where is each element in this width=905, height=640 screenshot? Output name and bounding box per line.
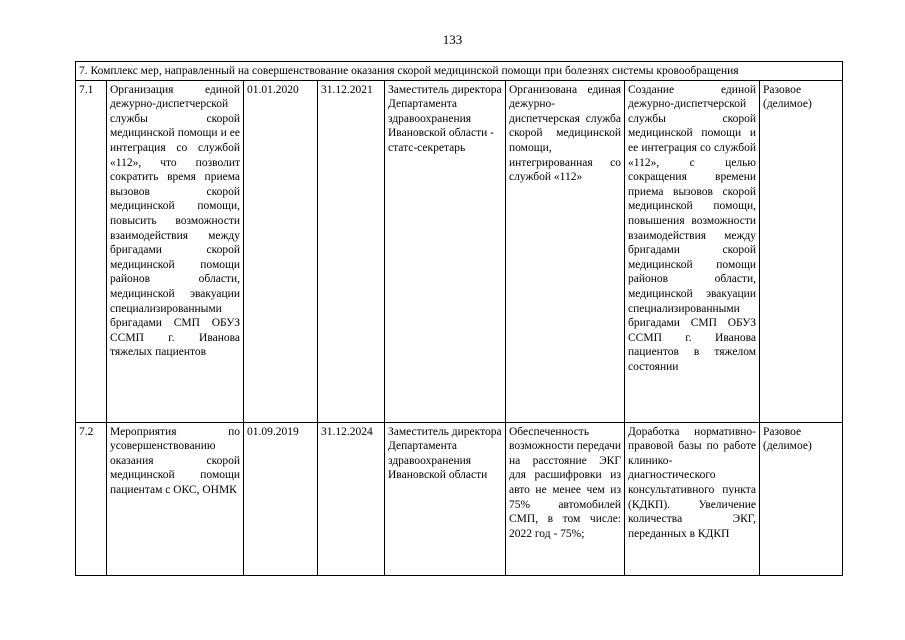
start-date-text: 01.09.2019 bbox=[247, 425, 299, 438]
start-date: 01.01.2020 bbox=[244, 80, 318, 422]
page-number: 133 bbox=[442, 32, 463, 47]
end-date: 31.12.2021 bbox=[318, 80, 385, 422]
expected-result bbox=[625, 422, 760, 575]
measure-name: Организация единой дежурно-диспетчерской службы скорой медицинской помощи и ее интеграция со службой «112», что позволит сократить время приема вызовов скорой медицинской помощи, повысить возможности взаимодействия между бригадами скорой медицинской помощи районов области, медицинской эвакуации специализированными бригадами СМП ОБУЗ ССМП г. Иванова тяжелых пациентов bbox=[107, 80, 244, 422]
indicator bbox=[506, 422, 625, 575]
indicator: Организована единая дежурно-диспетчерская служба скорой медицинской помощи, интегрированная со службой «112» bbox=[506, 80, 625, 422]
expected-result: Создание единой дежурно-диспетчерской службы скорой медицинской помощи и ее интеграция со службой «112», с целью сокращения времени приема вызовов скорой медицинской помощи, повышения возможности взаимодействия между бригадами скорой медицинской помощи районов области, медицинской эвакуации специализированными бригадами СМП ОБУЗ ССМП г. Иванова пациентов в тяжелом состоянии bbox=[625, 80, 760, 422]
end-date bbox=[318, 422, 385, 575]
responsible-person: Заместитель директора Департамента здравоохранения Ивановской области - статс-секретарь bbox=[385, 80, 506, 422]
expected-result-text: Доработка нормативно-правовой базы по работе клинико-диагностического консультативного пункта (КДКП). Увеличение количества ЭКГ, переданных в КДКП bbox=[628, 425, 756, 540]
measure-name bbox=[107, 422, 244, 575]
measures-table bbox=[75, 61, 843, 576]
row-number bbox=[76, 422, 107, 575]
indicator-text: Обеспеченность возможности передачи на расстояние ЭКГ для расшифровки из авто не менее чем из 75% автомобилей СМП, в том числе: 2022 год - 75%; bbox=[509, 425, 621, 540]
start-date bbox=[244, 422, 318, 575]
section-title: 7. Комплекс мер, направленный на совершенствование оказания скорой медицинской помощи при болезнях системы кровообращения bbox=[76, 62, 843, 81]
measure-name-text: Мероприятия по усовершенствованию оказания скорой медицинской помощи пациентам с ОКС, ОНМК bbox=[110, 425, 240, 496]
measure-type: Разовое (делимое) bbox=[760, 80, 843, 422]
measure-type bbox=[760, 422, 843, 575]
responsible-person-text: Заместитель директора Департамента здравоохранения Ивановской области bbox=[388, 425, 502, 482]
row-number: 7.1 bbox=[76, 80, 107, 422]
end-date-text: 31.12.2024 bbox=[321, 425, 373, 438]
row-number-text: 7.2 bbox=[79, 425, 94, 438]
table-row bbox=[76, 422, 843, 575]
section-header-row bbox=[76, 62, 843, 81]
measure-type-text: Разовое (делимое) bbox=[763, 425, 812, 453]
table-row bbox=[76, 80, 843, 422]
responsible-person bbox=[385, 422, 506, 575]
